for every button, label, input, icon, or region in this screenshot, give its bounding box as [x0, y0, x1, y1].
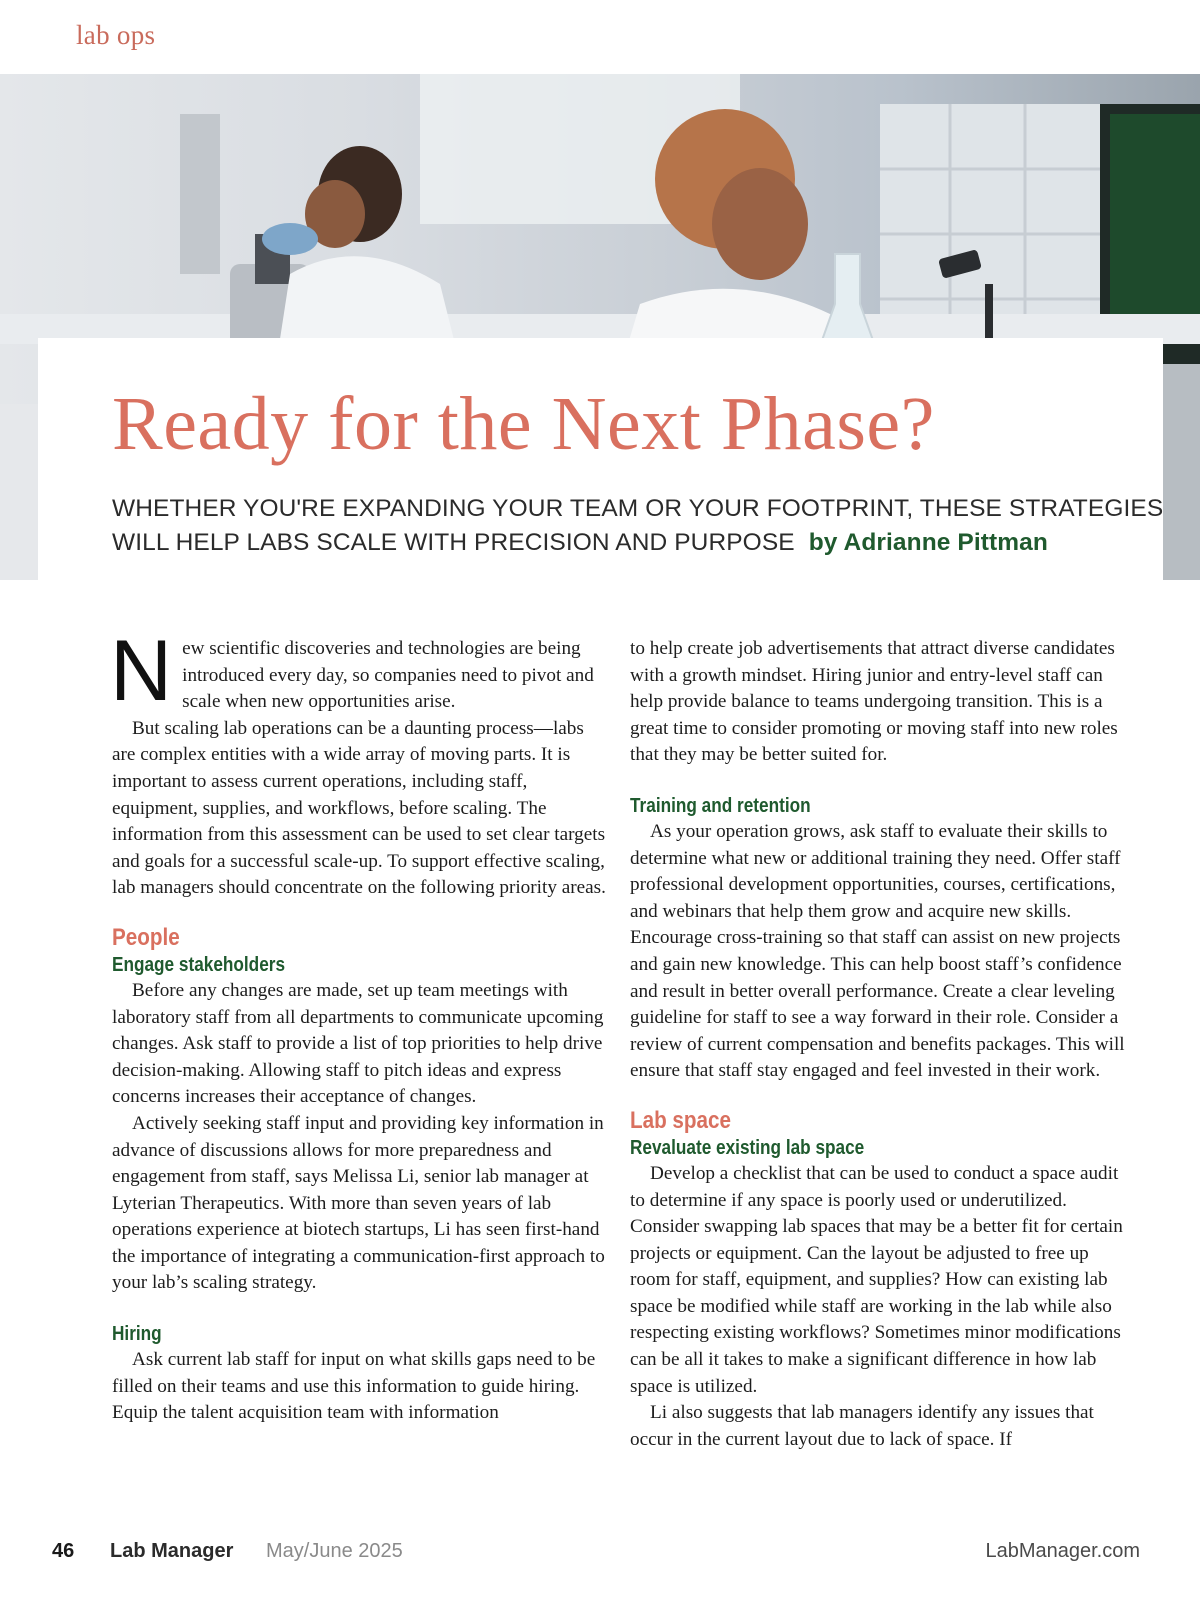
section-heading-people: People: [112, 923, 180, 951]
column-left: [110, 623, 608, 1427]
engage-paragraph-1: Before any changes are made, set up team meetings with laboratory staff from all departments to communicate upcoming changes. Ask staff to provide a list of top priorities to help drive decision-making. Allowing staff to pitch ideas and express concerns increases their acceptance of changes.: [112, 979, 604, 1108]
magazine-name: Lab Manager: [110, 1540, 234, 1562]
article-subtitle: [112, 492, 1164, 560]
subheading-hiring: Hiring: [112, 1323, 162, 1346]
subheading-revaluate-lab-space: Revaluate existing lab space: [630, 1136, 865, 1159]
byline: by Adrianne Pittman: [808, 529, 1048, 556]
hiring-paragraph-continued: to help create job advertisements that attract diverse candidates with a growth mindset. Hiring junior and entry-level staff can help provide balance to teams undergoing transition. This is a great time to consider promoting or moving staff into new roles that they may be better suited for.: [630, 638, 1118, 766]
subheading-engage-stakeholders: Engage stakeholders: [112, 953, 286, 976]
subtitle-line-2: [112, 526, 1152, 560]
page-footer: [52, 1540, 1140, 1570]
subtitle-line-1: WHETHER YOU'RE EXPANDING YOUR TEAM OR YOUR FOOTPRINT, THESE STRATEGIES: [112, 495, 1164, 522]
intro-paragraph-2: But scaling lab operations can be a daunting process—labs are complex entities with a wide array of moving parts. It is important to assess current operations, including staff, equipment, supplies, and workflows, before scaling. The information from this assessment can be used to set clear targets and goals for a successful scale-up. To support effective scaling, lab managers should concentrate on the following priority areas.: [112, 717, 606, 899]
training-paragraph-1: As your operation grows, ask staff to evaluate their skills to determine what new or additional training they need. Offer staff professional development opportunities, courses, certifications, and webinars that help them grow and acquire new skills. Encourage cross-training so that staff can assist on new projects and gain new knowledge. This can help boost staff’s confidence and result in better overall performance. Create a clear leveling guideline for staff to see a way forward in their role. Consider a review of current compensation and benefits packages. This will ensure that staff stay engaged and feel invested in their work.: [630, 820, 1125, 1082]
page-number: 46: [52, 1540, 75, 1562]
engage-paragraph-2: Actively seeking staff input and providing key information in advance of discussions allows for more preparedness and engagement from staff, says Melissa Li, senior lab manager at Lyterian Therapeutics. With more than seven years of lab operations experience at biotech startups, Li has seen first-hand the importance of integrating a communication-first approach to your lab’s scaling strategy.: [112, 1112, 605, 1294]
hiring-paragraph-1: Ask current lab staff for input on what skills gaps need to be filled on their teams and use this information to guide hiring. Equip the talent acquisition team with information: [112, 1349, 596, 1424]
subtitle-line-2-text: WILL HELP LABS SCALE WITH PRECISION AND PURPOSE: [112, 529, 795, 556]
revaluate-paragraph-2: Li also suggests that lab managers identify any issues that occur in the current layout due to lack of space. If: [630, 1402, 1094, 1450]
issue-date: May/June 2025: [266, 1540, 403, 1562]
article-title: Ready for the Next Phase?: [112, 382, 935, 466]
subheading-training-retention: Training and retention: [630, 794, 811, 817]
intro-paragraph-1: [110, 623, 608, 719]
column-right: [630, 636, 1126, 1453]
intro-paragraph-1-text: ew scientific discoveries and technologies are being introduced every day, so companies need to pivot and scale when new opportunities arise.: [182, 638, 594, 713]
revaluate-paragraph-1: Develop a checklist that can be used to conduct a space audit to determine if any space is poorly used or underutilized. Consider swapping lab spaces that may be a better fit for certain projects or equipment. Can the layout be adjusted to free up room for staff, equipment, and supplies? How can existing lab space be modified while staff are working in the lab while also respecting existing workflows? Sometimes minor modifications can be all it takes to make a significant difference in how lab space is utilized.: [630, 1162, 1123, 1397]
section-heading-lab-space: Lab space: [630, 1106, 731, 1134]
section-tag: lab ops: [76, 20, 156, 50]
drop-cap: N: [110, 623, 173, 719]
website-link[interactable]: LabManager.com: [985, 1540, 1140, 1562]
